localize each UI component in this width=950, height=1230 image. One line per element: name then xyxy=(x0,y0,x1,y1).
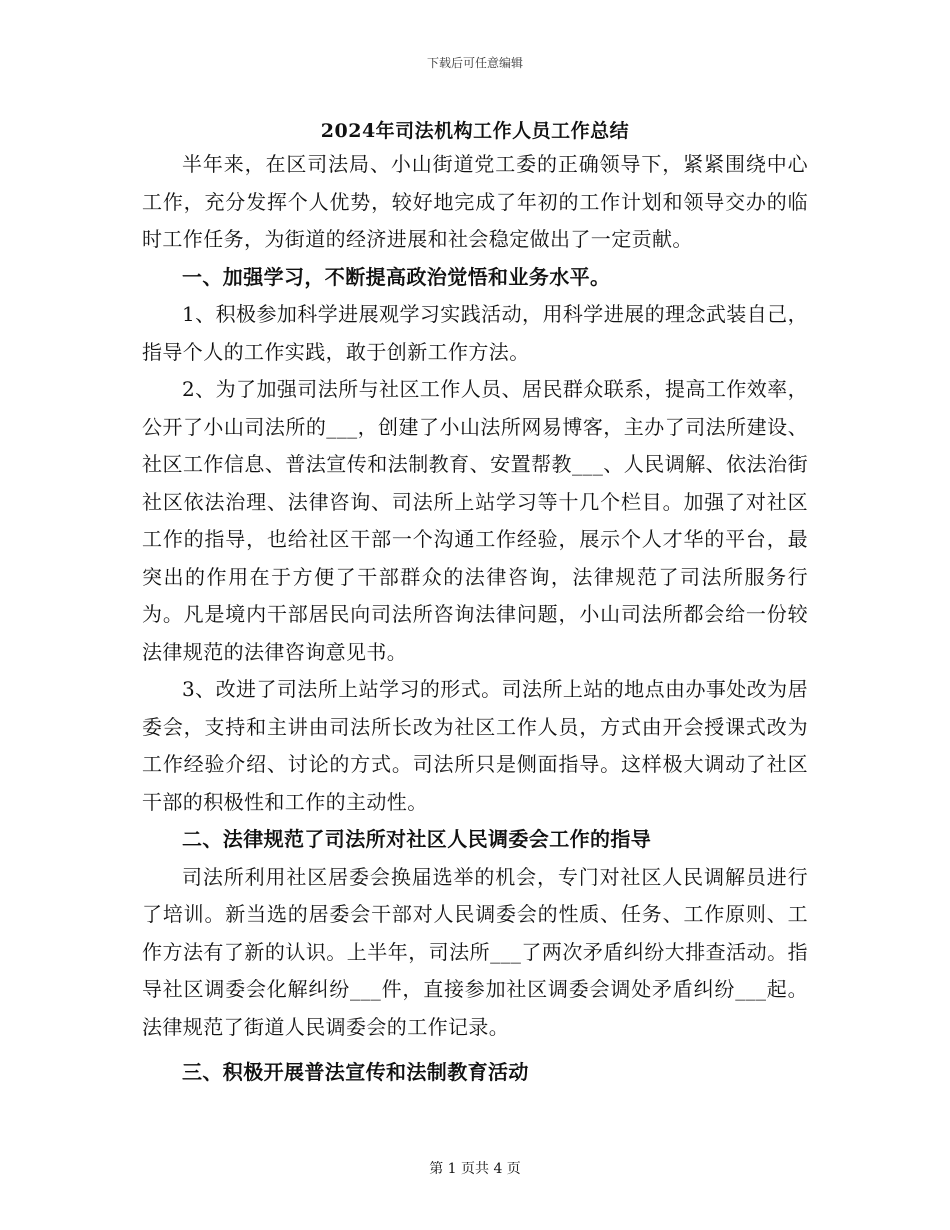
section-2-paragraph: 司法所利用社区居委会换届选举的机会，专门对社区人民调解员进行了培训。新当选的居委会干部对人民调委会的性质、任务、工作原则、工作方法有了新的认识。上半年，司法所___了两次矛盾纠纷大排查活动。指导社区调委会化解纠纷___件，直接参加社区调委会调处矛盾纠纷___起。法律规范了街道人民调委会的工作记录。 xyxy=(142,864,808,1039)
paragraph-item-2: 2、为了加强司法所与社区工作人员、居民群众联系，提高工作效率，公开了小山司法所的___，创建了小山法所网易博客，主办了司法所建设、社区工作信息、普法宣传和法制教育、安置帮教___、人民调解、依法治街社区依法治理、法律咨询、司法所上站学习等十几个栏目。加强了对社区工作的指导，也给社区干部一个沟通工作经验，展示个人才华的平台，最突出的作用在于方便了干部群众的法律咨询，法律规范了司法所服务行为。凡是境内干部居民向司法所咨询法律问题，小山司法所都会给一份较法律规范的法律咨询意见书。 xyxy=(142,377,808,664)
section-heading-1: 一、加强学习，不断提高政治觉悟和业务水平。 xyxy=(182,264,611,289)
section-heading-2: 二、法律规范了司法所对社区人民调委会工作的指导 xyxy=(182,827,652,851)
paragraph-item-3: 3、改进了司法所上站学习的形式。司法所上站的地点由办事处改为居委会，支持和主讲由司法所长改为社区工作人员，方式由开会授课式改为工作经验介绍、讨论的方式。司法所只是侧面指导。这样极大调动了社区干部的积极性和工作的主动性。 xyxy=(142,677,808,814)
page-footer: 第 1 页共 4 页 xyxy=(429,1161,521,1177)
page-header: 下载后可任意编辑 xyxy=(426,56,523,70)
document-body xyxy=(142,146,808,1092)
intro-paragraph: 半年来，在区司法局、小山街道党工委的正确领导下，紧紧围绕中心工作，充分发挥个人优势，较好地完成了年初的工作计划和领导交办的临时工作任务，为街道的经济进展和社会稳定做出了一定贡献。 xyxy=(142,152,808,251)
document-title: 2024年司法机构工作人员工作总结 xyxy=(320,120,630,142)
section-heading-3: 三、积极开展普法宣传和法制教育活动 xyxy=(182,1060,529,1084)
paragraph-item-1: 1、积极参加科学进展观学习实践活动，用科学进展的理念武装自己，指导个人的工作实践，敢于创新工作方法。 xyxy=(142,302,808,364)
